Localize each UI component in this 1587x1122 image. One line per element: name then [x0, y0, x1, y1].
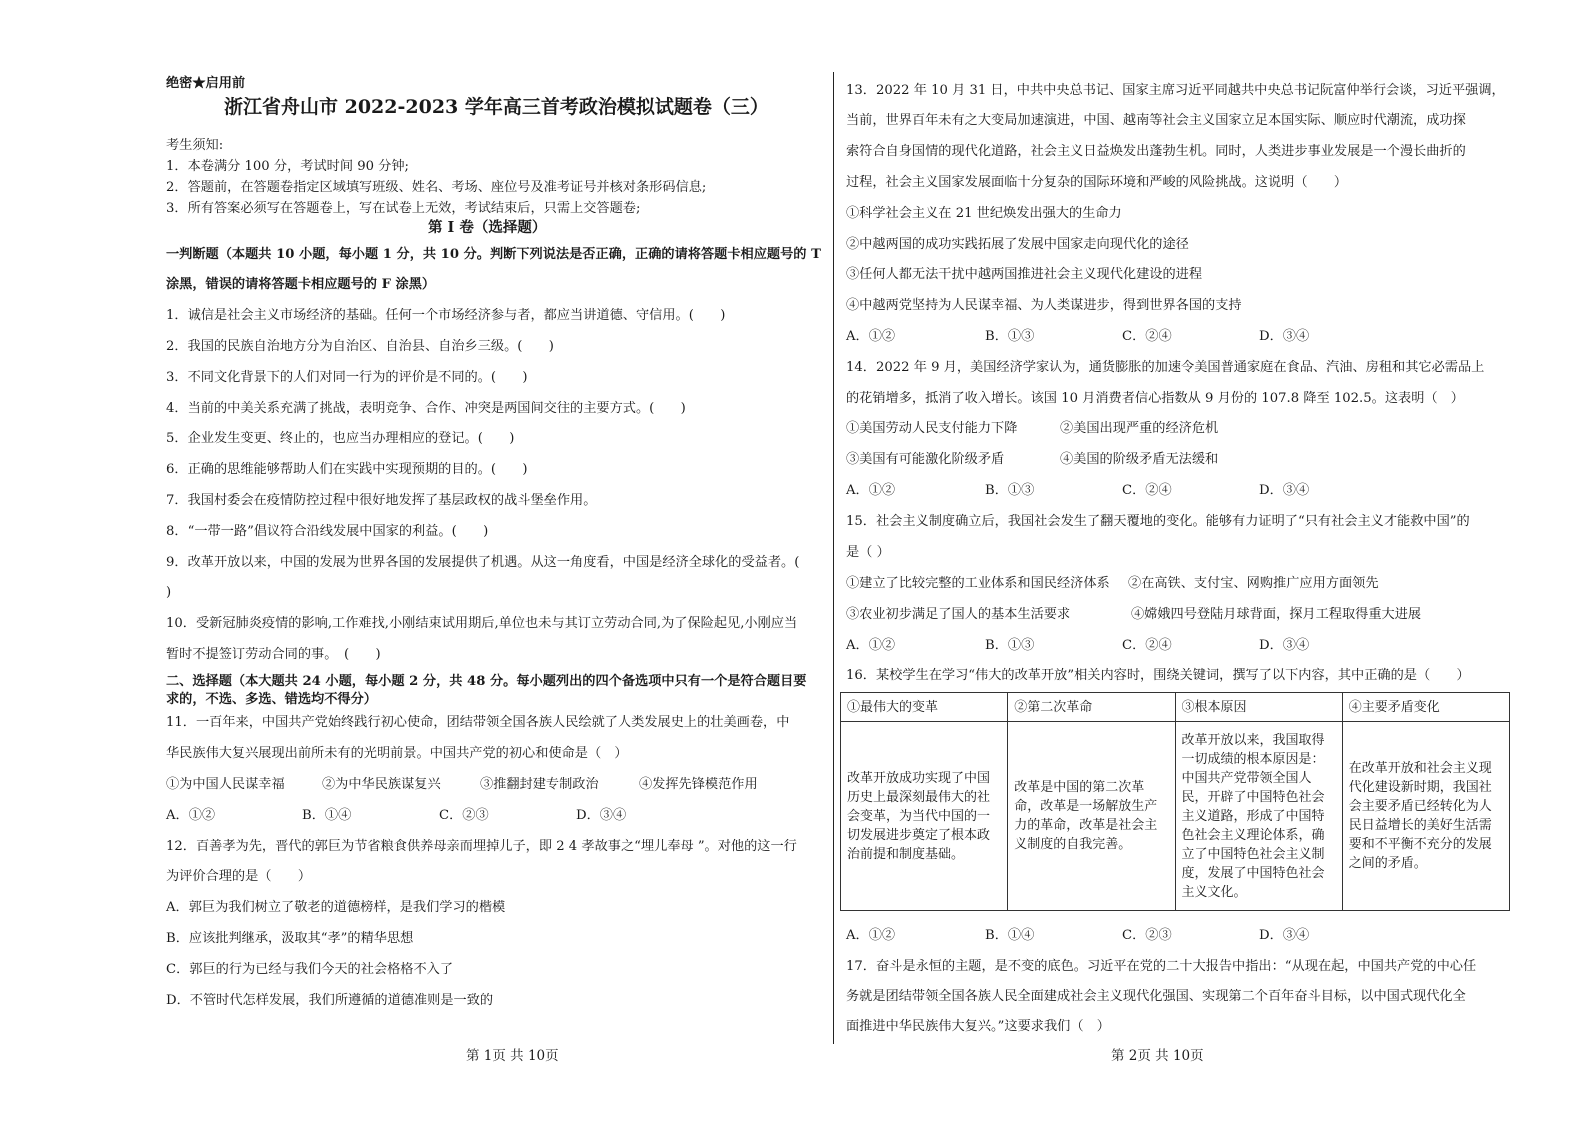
q16-content-cell: 改革开放成功实现了中国历史上最深刻最伟大的社会变革，为当代中国的一切发展进步奠定了根本政治前提和制度基础。 [841, 722, 1008, 911]
q15-answer-d: D．③④ [1259, 638, 1310, 653]
question-11: 11．一百年来，中国共产党始终践行初心使命，团结带领全国各族人民绘就了人类发展史上的壮美画卷，中 [166, 715, 790, 730]
question-9: 9．改革开放以来，中国的发展为世界各国的发展提供了机遇。从这一角度看，中国是经济全球化的受益者。( [166, 555, 800, 570]
q15-answer-c: C．②④ [1122, 638, 1172, 653]
q11-option-2: ②为中华民族谋复兴 [322, 777, 441, 792]
question-13-cont: 当前，世界百年未有之大变局加速演进，中国、越南等社会主义国家立足本国实际、顺应时代潮流，成功探 [846, 113, 1466, 128]
question-10: 10．受新冠肺炎疫情的影响,工作难找,小刚结束试用期后,单位也未与其订立劳动合同,为了保险起见,小刚应当 [166, 616, 798, 631]
question-1: 1．诚信是社会主义市场经济的基础。任何一个市场经济参与者，都应当讲道德、守信用。( ) [166, 308, 726, 323]
question-11-cont: 华民族伟大复兴展现出前所未有的光明前景。中国共产党的初心和使命是（ ） [166, 746, 628, 761]
question-15-cont: 是（ ） [846, 545, 890, 560]
question-13-cont: 过程，社会主义国家发展面临十分复杂的国际环境和严峻的风险挑战。这说明（ ） [846, 175, 1348, 190]
q16-header-cell: ④主要矛盾变化 [1342, 693, 1509, 722]
judge-instructions: 一判断题（本题共 10 小题，每小题 1 分，共 10 分。判断下列说法是否正确，正确的请将答题卡相应题号的 T [166, 247, 821, 262]
column-divider [833, 72, 834, 1044]
question-15: 15．社会主义制度确立后，我国社会发生了翻天覆地的变化。能够有力证明了“只有社会主义才能救中国”的 [846, 514, 1470, 529]
q16-content-cell: 改革是中国的第二次革命，改革是一场解放生产力的革命，改革是社会主义制度的自我完善。 [1008, 722, 1175, 911]
page-number-right: 第 2页 共 10页 [1111, 1048, 1204, 1064]
question-9-cont: ) [166, 585, 172, 600]
secret-label: 绝密★启用前 [166, 76, 246, 91]
q16-header-cell: ③根本原因 [1175, 693, 1342, 722]
q14-option-2: ②美国出现严重的经济危机 [1060, 421, 1219, 436]
q16-answer-a: A．①② [846, 928, 896, 943]
q13-option-1: ①科学社会主义在 21 世纪焕发出强大的生命力 [846, 206, 1122, 221]
q12-answer-a: A．郭巨为我们树立了敬老的道德榜样，是我们学习的楷模 [166, 900, 506, 915]
question-12-cont: 为评价合理的是（ ） [166, 869, 312, 884]
question-13: 13．2022 年 10 月 31 日，中共中央总书记、国家主席习近平同越共中央总书记阮富仲举行会谈，习近平强调， [846, 83, 1505, 98]
question-12: 12．百善孝为先，晋代的郭巨为节省粮食供养母亲而埋掉儿子，即 2 4 孝故事之“埋儿奉母 ”。对他的这一行 [166, 839, 797, 854]
question-3: 3．不同文化背景下的人们对同一行为的评价是不同的。( ) [166, 370, 528, 385]
choice-instructions: 求的，不选、多选、错选均不得分） [166, 692, 377, 707]
q11-answer-d: D．③④ [576, 808, 627, 823]
q14-answer-c: C．②④ [1122, 483, 1172, 498]
q16-answer-c: C．②③ [1122, 928, 1172, 943]
question-14: 14．2022 年 9 月，美国经济学家认为，通货膨胀的加速令美国普通家庭在食品、汽油、房租和其它必需品上 [846, 360, 1485, 375]
question-4: 4．当前的中美关系充满了挑战，表明竞争、合作、冲突是两国间交往的主要方式。( ) [166, 401, 686, 416]
q14-answer-a: A．①② [846, 483, 896, 498]
q11-option-3: ③推翻封建专制政治 [480, 777, 599, 792]
q13-option-3: ③任何人都无法干扰中越两国推进社会主义现代化建设的进程 [846, 267, 1203, 282]
q13-answer-d: D．③④ [1259, 329, 1310, 344]
question-17-cont: 面推进中华民族伟大复兴。”这要求我们（ ） [846, 1019, 1110, 1034]
q11-option-4: ④发挥先锋模范作用 [639, 777, 758, 792]
q11-option-1: ①为中国人民谋幸福 [166, 777, 285, 792]
question-10-cont: 暂时不提签订劳动合同的事。 ( ) [166, 647, 381, 662]
question-5: 5．企业发生变更、终止的，也应当办理相应的登记。( ) [166, 431, 515, 446]
q14-option-3: ③美国有可能激化阶级矛盾 [846, 452, 1005, 467]
q16-table [840, 692, 1510, 911]
q12-answer-d: D．不管时代怎样发展，我们所遵循的道德准则是一致的 [166, 993, 494, 1008]
judge-instructions: 涂黑，错误的请将答题卡相应题号的 F 涂黑） [166, 277, 436, 292]
q16-header-cell: ①最伟大的变革 [841, 693, 1008, 722]
q16-content-cell: 在改革开放和社会主义现代化建设新时期，我国社会主要矛盾已经转化为人民日益增长的美好生活需要和不平衡不充分的发展之间的矛盾。 [1342, 722, 1509, 911]
question-6: 6．正确的思维能够帮助人们在实践中实现预期的目的。( ) [166, 462, 528, 477]
notice-heading: 考生须知: [166, 138, 224, 153]
question-2: 2．我国的民族自治地方分为自治区、自治县、自治乡三级。( ) [166, 339, 554, 354]
q15-answer-b: B．①③ [985, 638, 1035, 653]
q13-answer-a: A．①② [846, 329, 896, 344]
q16-header-row [841, 693, 1510, 722]
q16-answer-d: D．③④ [1259, 928, 1310, 943]
q11-answer-a: A．①② [166, 808, 216, 823]
notice-item: 2．答题前，在答题卷指定区域填写班级、姓名、考场、座位号及准考证号并核对条形码信息; [166, 180, 707, 195]
q15-option-2: ②在高铁、支付宝、网购推广应用方面领先 [1128, 576, 1379, 591]
q12-answer-c: C．郭巨的行为已经与我们今天的社会格格不入了 [166, 962, 454, 977]
q15-answer-a: A．①② [846, 638, 896, 653]
q16-header-cell: ②第二次革命 [1008, 693, 1175, 722]
question-8: 8．“一带一路”倡议符合沿线发展中国家的利益。( ) [166, 524, 489, 539]
q16-content-row [841, 722, 1510, 911]
q15-option-1: ①建立了比较完整的工业体系和国民经济体系 [846, 576, 1110, 591]
q16-answer-b: B．①④ [985, 928, 1035, 943]
page-title: 浙江省舟山市 2022-2023 学年高三首考政治模拟试题卷（三） [224, 96, 769, 118]
q14-answer-b: B．①③ [985, 483, 1035, 498]
q16-content-cell: 改革开放以来，我国取得一切成绩的根本原因是：中国共产党带领全国人民，开辟了中国特色社会主义道路，形成了中国特色社会主义理论体系，确立了中国特色社会主义制度，发展了中国特色社会主义文化。 [1175, 722, 1342, 911]
q13-answer-c: C．②④ [1122, 329, 1172, 344]
q13-option-4: ④中越两党坚持为人民谋幸福、为人类谋进步，得到世界各国的支持 [846, 298, 1242, 313]
q15-option-3: ③农业初步满足了国人的基本生活要求 [846, 607, 1071, 622]
part1-title: 第 I 卷（选择题） [428, 219, 547, 236]
q14-option-4: ④美国的阶级矛盾无法缓和 [1060, 452, 1219, 467]
q15-option-4: ④嫦娥四号登陆月球背面，探月工程取得重大进展 [1131, 607, 1422, 622]
page-number-left: 第 1页 共 10页 [466, 1048, 559, 1064]
q13-option-2: ②中越两国的成功实践拓展了发展中国家走向现代化的途径 [846, 237, 1189, 252]
question-16: 16．某校学生在学习“伟大的改革开放”相关内容时，围绕关键词，撰写了以下内容，其中正确的是（ ） [846, 668, 1470, 683]
question-17-cont: 务就是团结带领全国各族人民全面建成社会主义现代化强国、实现第二个百年奋斗目标，以中国式现代化全 [846, 989, 1466, 1004]
choice-instructions: 二、选择题（本大题共 24 小题，每小题 2 分，共 48 分。每小题列出的四个备选项中只有一个是符合题目要 [166, 674, 807, 689]
q12-answer-b: B．应该批判继承，汲取其“孝”的精华思想 [166, 931, 414, 946]
question-13-cont: 索符合自身国情的现代化道路，社会主义日益焕发出蓬勃生机。同时，人类进步事业发展是一个漫长曲折的 [846, 144, 1466, 159]
notice-item: 3．所有答案必须写在答题卷上，写在试卷上无效，考试结束后，只需上交答题卷; [166, 201, 641, 216]
notice-item: 1．本卷满分 100 分，考试时间 90 分钟; [166, 159, 409, 174]
q11-answer-c: C．②③ [439, 808, 489, 823]
q11-answer-b: B．①④ [302, 808, 352, 823]
q14-answer-d: D．③④ [1259, 483, 1310, 498]
question-14-cont: 的花销增多，抵消了收入增长。该国 10 月消费者信心指数从 9 月份的 107.8 降至 102.5。这表明（ ） [846, 391, 1464, 406]
q13-answer-b: B．①③ [985, 329, 1035, 344]
question-17: 17．奋斗是永恒的主题，是不变的底色。习近平在党的二十大报告中指出：“从现在起，中国共产党的中心任 [846, 959, 1477, 974]
question-7: 7．我国村委会在疫情防控过程中很好地发挥了基层政权的战斗堡垒作用。 [166, 493, 597, 508]
q14-option-1: ①美国劳动人民支付能力下降 [846, 421, 1018, 436]
